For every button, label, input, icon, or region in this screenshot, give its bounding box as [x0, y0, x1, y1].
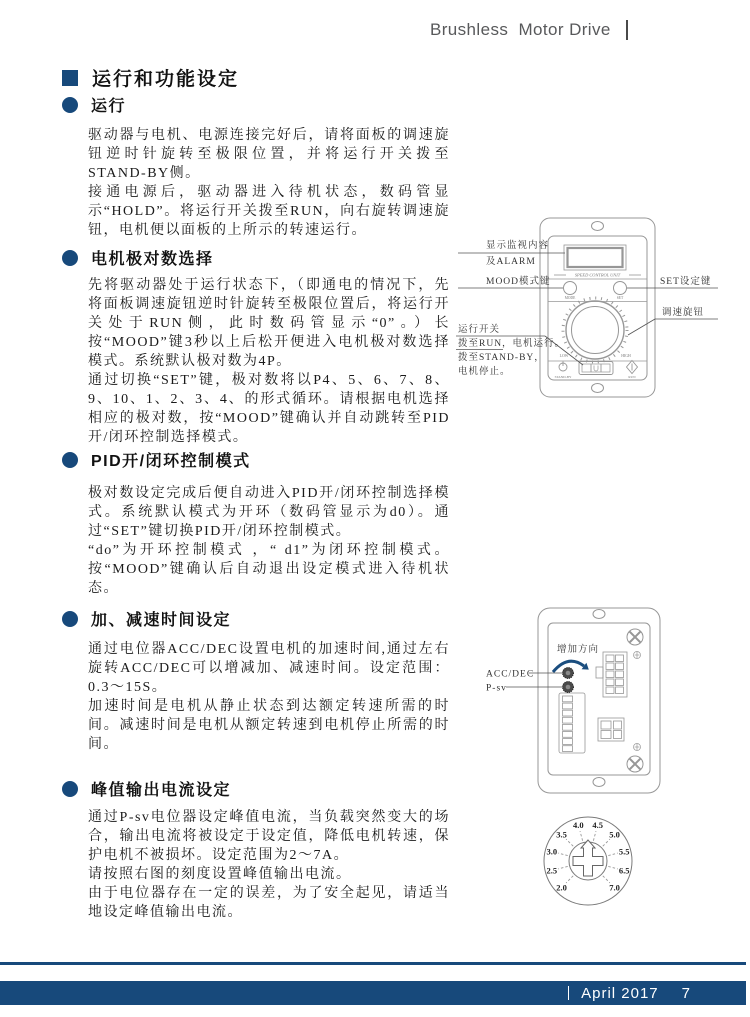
standby-label: STAND-BY	[554, 375, 572, 379]
paragraph: 加速时间是电机从静止状态到达额定转速所需的时间。减速时间是电机从额定转速到电机停止所需的时间。	[88, 699, 450, 752]
section-heading-pid	[62, 448, 251, 471]
footer-bar	[0, 981, 746, 1005]
screw-hole-bottom	[593, 778, 605, 787]
speed-knob	[563, 298, 627, 362]
brand-title: Brushless Motor Drive	[430, 20, 611, 39]
main-heading	[62, 64, 239, 91]
knob-low-label: LOW	[559, 354, 569, 358]
run-diamond-icon	[627, 361, 638, 374]
screw-hole-top	[593, 610, 605, 619]
dial-value: 7.0	[609, 882, 620, 893]
callout-accdec-label: ACC/DEC	[486, 669, 535, 680]
back-plate	[538, 608, 660, 793]
dial-value: 5.5	[618, 846, 630, 857]
paragraph: 驱动器与电机、电源连接完好后，请将面板的调速旋钮逆时针旋转至极限位置，并将运行开关拨至STAND-BY侧。	[88, 128, 450, 181]
page-title: 运行和功能设定	[92, 69, 240, 90]
phillips-screw-top	[627, 629, 643, 645]
increase-direction-label: 增加方向	[557, 645, 600, 655]
paragraph: 通过电位器ACC/DEC设置电机的加速时间,通过左右旋转ACC/DEC可以增减加、减速时间。设定范围：0.3～15S。	[88, 642, 450, 695]
callout-set-label: SET设定键	[660, 277, 712, 287]
section-title-run: 运行	[91, 98, 127, 115]
dial-value: 6.5	[618, 865, 630, 876]
callout-switch-label-1: 运行开关	[458, 325, 501, 335]
circle-bullet-icon	[62, 452, 78, 468]
terminal-strip	[559, 693, 585, 753]
dial-value: 4.5	[592, 819, 604, 830]
circle-bullet-icon	[62, 781, 78, 797]
section-body-accdec	[88, 640, 450, 754]
run-switch	[579, 362, 613, 375]
display-window	[564, 245, 626, 270]
section-body-pid	[88, 484, 450, 598]
paragraph: 通过P-sv电位器设定峰值电流，当负载突然变大的场合，输出电流将被设定于设定值，降低电机转速，保护电机不被损坏。设定范围为2～7A。	[88, 810, 450, 863]
section-body-run	[88, 126, 450, 240]
faceplate	[540, 218, 655, 397]
unit-label: SPEED CONTROL UNIT	[574, 272, 621, 278]
callout-mood-label: MOOD模式键	[486, 277, 551, 287]
page-header	[430, 20, 628, 40]
dial-value: 5.0	[609, 829, 620, 840]
section-heading-peak	[62, 777, 231, 800]
circle-bullet-icon	[62, 611, 78, 627]
circle-bullet-icon	[62, 250, 78, 266]
standby-power-icon	[559, 362, 567, 372]
section-title-accdec: 加、减速时间设定	[91, 612, 232, 629]
footer-date: April 2017	[581, 984, 659, 1002]
callout-knob-label: 调速旋钮	[662, 308, 705, 318]
section-title-pid: PID开/闭环控制模式	[91, 453, 251, 470]
callout-switch-label-4: 电机停止。	[458, 367, 511, 377]
callout-psv-label: P-sv	[486, 683, 507, 694]
header-divider-bar	[626, 20, 628, 40]
footer-divider-bar	[568, 986, 569, 1000]
footer-page-number: 7	[681, 984, 690, 1002]
accdec-potentiometer	[563, 668, 574, 679]
callout-switch-label-3: 拨至STAND-BY，	[458, 353, 545, 363]
section-heading-run	[62, 93, 126, 116]
ground-mark-bottom	[634, 744, 641, 751]
current-dial-diagram	[530, 810, 720, 915]
phillips-screw-bottom	[627, 756, 643, 772]
section-title-peak: 峰值输出电流设定	[91, 782, 232, 799]
paragraph: 接通电源后，驱动器进入待机状态，数码管显示“HOLD”。将运行开关拨至RUN，向右旋转调速旋钮，电机便以面板的上所示的转速运行。	[88, 185, 450, 238]
circle-bullet-icon	[62, 97, 78, 113]
mode-button-label: MODE	[564, 296, 576, 300]
paragraph: “do”为开环控制模式 ，“ d1”为闭环控制模式。按“MOOD”键确认后自动退出设定模式进入待机状态。	[88, 543, 450, 596]
front-panel-diagram	[450, 195, 750, 440]
dial-value: 2.5	[546, 865, 558, 876]
mode-button	[564, 282, 577, 295]
square-bullet-icon	[62, 70, 78, 86]
section-heading-poles	[62, 246, 214, 269]
dial-value: 4.0	[572, 819, 584, 830]
footer-rule	[0, 962, 746, 965]
screw-hole-top	[592, 222, 604, 231]
back-panel-diagram	[450, 600, 750, 800]
set-button-label: SET	[616, 296, 624, 300]
dial-value: 3.5	[556, 829, 567, 840]
section-body-peak	[88, 808, 450, 922]
run-label: RUN	[628, 375, 636, 379]
paragraph: 由于电位器存在一定的误差，为了安全起见，请适当地设定峰值输出电流。	[88, 886, 450, 920]
dial-value: 3.0	[546, 846, 558, 857]
paragraph: 通过切换“SET”键，极对数将以P4、5、6、7、8、9、10、1、2、3、4、的形式循环。请根据电机选择相应的极对数，按“MOOD”键确认并自动跳转至PID开/闭环控制选择模式。	[88, 373, 450, 445]
small-connector	[598, 718, 624, 741]
set-button	[614, 282, 627, 295]
paragraph: 先将驱动器处于运行状态下，（即通电的情况下，先将面板调速旋钮逆时针旋转至极限位置后，将运行开关处于RUN侧，此时数码管显示“0”。）长按“MOOD”键3秒以上后松开便进入电机极对数选择模式。系统默认极对数为4P。	[88, 278, 450, 369]
paragraph: 极对数设定完成后便自动进入PID开/闭环控制选择模式。系统默认模式为开环（数码管显示为d0）。通过“SET”键切换PID开/闭环控制模式。	[88, 486, 450, 539]
paragraph: 请按照右图的刻度设置峰值输出电流。	[88, 867, 352, 882]
knob-high-label: HIGH	[621, 354, 631, 358]
screw-hole-bottom	[592, 384, 604, 393]
callout-display-label-1: 显示监视内容	[486, 241, 550, 251]
callout-display-label-2: 及ALARM	[486, 257, 536, 267]
ground-mark-top	[634, 652, 641, 659]
section-body-poles	[88, 276, 450, 447]
callout-switch-label-2: 拨至RUN，电机运行。	[458, 339, 566, 349]
section-title-poles: 电机极对数选择	[91, 251, 214, 268]
dial-value: 2.0	[556, 882, 567, 893]
main-connector	[596, 652, 627, 697]
section-heading-accdec	[62, 607, 231, 630]
psv-potentiometer	[563, 682, 574, 693]
